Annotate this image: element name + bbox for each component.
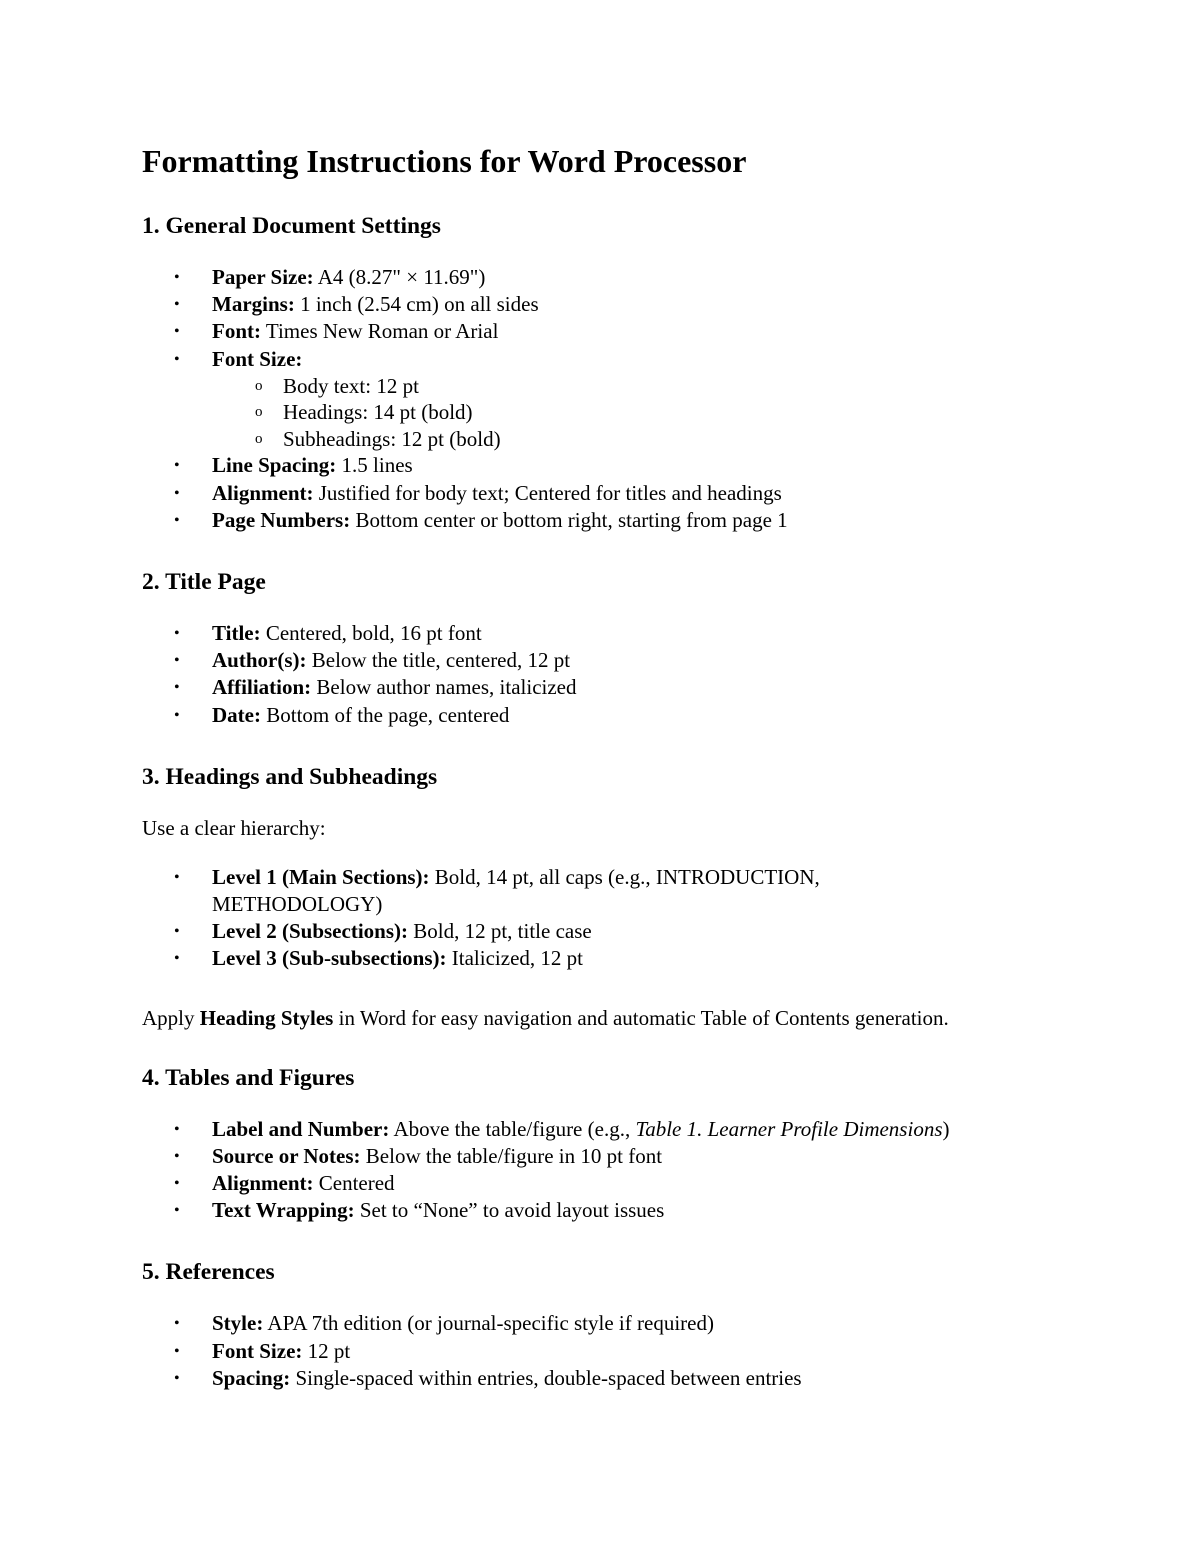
section-title-page bbox=[142, 566, 1072, 729]
item-text: A4 (8.27" × 11.69") bbox=[313, 265, 486, 289]
bullet-icon: • bbox=[174, 1174, 180, 1192]
circle-bullet-icon: o bbox=[255, 404, 263, 421]
item-text: APA 7th edition (or journal-specific style if required) bbox=[263, 1311, 714, 1336]
apply-text-bold: Heading Styles bbox=[199, 1005, 334, 1030]
item-label: Page Numbers: bbox=[212, 507, 351, 532]
item-label: Date: bbox=[212, 702, 261, 727]
item-text: 12 pt bbox=[302, 1338, 351, 1363]
apply-styles-note bbox=[142, 1005, 1072, 1032]
list-item bbox=[142, 674, 1072, 701]
circle-bullet-icon: o bbox=[255, 377, 263, 394]
list-item bbox=[142, 620, 1072, 647]
list-item bbox=[142, 507, 1072, 534]
item-label: Style: bbox=[212, 1311, 264, 1336]
bullet-icon: • bbox=[174, 679, 180, 697]
item-label: Text Wrapping: bbox=[212, 1198, 355, 1223]
list-item bbox=[142, 264, 1072, 291]
section-heading: 4. Tables and Figures bbox=[142, 1064, 355, 1091]
list-item bbox=[142, 1338, 1072, 1365]
references-list bbox=[142, 1310, 1072, 1392]
heading-levels-list bbox=[142, 864, 1072, 973]
list-item bbox=[142, 864, 1072, 918]
item-text: Single-spaced within entries, double-spaced between entries bbox=[290, 1365, 802, 1390]
section-references bbox=[142, 1256, 1072, 1392]
bullet-icon: • bbox=[174, 1147, 180, 1165]
bullet-icon: • bbox=[174, 350, 180, 368]
list-item bbox=[142, 918, 1072, 945]
item-text: Set to “None” to avoid layout issues bbox=[354, 1198, 665, 1223]
item-text: Bold, 14 pt, all caps (e.g., INTRODUCTION, METHODOLOGY) bbox=[212, 864, 820, 916]
settings-list bbox=[142, 264, 1072, 534]
bullet-icon: • bbox=[174, 1120, 180, 1138]
bullet-icon: • bbox=[174, 1342, 180, 1360]
item-label: Spacing: bbox=[212, 1365, 291, 1390]
sub-list-item bbox=[212, 373, 1072, 400]
item-text: Bottom center or bottom right, starting from page 1 bbox=[350, 507, 788, 532]
bullet-icon: • bbox=[174, 923, 180, 941]
item-label: Affiliation: bbox=[212, 675, 312, 700]
bullet-icon: • bbox=[174, 269, 180, 286]
item-text: 1.5 lines bbox=[336, 453, 413, 478]
bullet-icon: • bbox=[174, 706, 180, 724]
bullet-icon: • bbox=[174, 1315, 180, 1333]
bullet-icon: • bbox=[174, 868, 180, 886]
circle-bullet-icon: o bbox=[255, 430, 263, 447]
section-intro: Use a clear hierarchy: bbox=[142, 815, 326, 840]
document-title: Formatting Instructions for Word Processor bbox=[142, 143, 747, 179]
list-item bbox=[142, 291, 1072, 318]
item-text: 1 inch (2.54 cm) on all sides bbox=[294, 292, 539, 317]
list-item bbox=[142, 1310, 1072, 1337]
item-text: Centered bbox=[313, 1170, 395, 1195]
list-item bbox=[142, 318, 1072, 345]
font-size-sublist bbox=[212, 373, 1072, 453]
item-label: Title: bbox=[212, 620, 261, 645]
section-heading: 2. Title Page bbox=[142, 568, 266, 595]
section-tables-figures bbox=[142, 1062, 1072, 1225]
apply-text-pre: Apply bbox=[142, 1005, 200, 1030]
item-label: Margins: bbox=[212, 292, 295, 317]
item-text: Centered, bold, 16 pt font bbox=[260, 620, 482, 645]
section-general-settings bbox=[142, 210, 1072, 534]
section-headings bbox=[142, 761, 1072, 1032]
item-label: Author(s): bbox=[212, 648, 307, 673]
bullet-icon: • bbox=[174, 484, 180, 502]
bullet-icon: • bbox=[174, 323, 180, 341]
sub-item-text: Subheadings: 12 pt (bold) bbox=[283, 426, 501, 451]
item-label: Font Size: bbox=[212, 1338, 303, 1363]
item-label: Level 3 (Sub-subsections): bbox=[212, 946, 447, 971]
item-label: Alignment: bbox=[212, 1170, 314, 1195]
item-text: Times New Roman or Arial bbox=[261, 319, 499, 344]
list-item bbox=[142, 1365, 1072, 1392]
bullet-icon: • bbox=[174, 624, 180, 642]
item-label: Level 1 (Main Sections): bbox=[212, 864, 430, 889]
item-label: Alignment: bbox=[212, 480, 314, 505]
list-item bbox=[142, 1143, 1072, 1170]
list-item bbox=[142, 480, 1072, 507]
item-label: Paper Size: bbox=[212, 265, 314, 289]
sub-list-item bbox=[212, 426, 1072, 453]
list-item bbox=[142, 945, 1072, 972]
sub-item-text: Body text: 12 pt bbox=[283, 373, 419, 398]
document-page bbox=[142, 138, 1072, 1424]
item-text: Bottom of the page, centered bbox=[260, 702, 510, 727]
section-heading: 5. References bbox=[142, 1259, 275, 1286]
bullet-icon: • bbox=[174, 511, 180, 529]
bullet-icon: • bbox=[174, 296, 180, 314]
item-label: Line Spacing: bbox=[212, 453, 337, 478]
list-item bbox=[142, 702, 1072, 729]
title-page-list bbox=[142, 620, 1072, 729]
item-label: Label and Number: bbox=[212, 1116, 390, 1141]
item-label: Font: bbox=[212, 319, 261, 344]
item-text: Justified for body text; Centered for titles and headings bbox=[313, 480, 782, 505]
section-heading: 1. General Document Settings bbox=[142, 213, 441, 239]
list-item bbox=[142, 1116, 1072, 1143]
sub-item-text: Headings: 14 pt (bold) bbox=[283, 400, 473, 425]
tables-figures-list bbox=[142, 1116, 1072, 1225]
list-item bbox=[142, 1197, 1072, 1224]
item-label: Font Size: bbox=[212, 346, 303, 371]
item-text: Bold, 12 pt, title case bbox=[408, 919, 592, 944]
item-text: Below the title, centered, 12 pt bbox=[306, 648, 571, 673]
list-item bbox=[142, 647, 1072, 674]
item-text: Below the table/figure in 10 pt font bbox=[360, 1143, 663, 1168]
bullet-icon: • bbox=[174, 652, 180, 670]
item-text: Below author names, italicized bbox=[311, 675, 577, 700]
list-item bbox=[142, 452, 1072, 479]
apply-text-post: in Word for easy navigation and automatic Table of Contents generation. bbox=[333, 1005, 949, 1030]
item-text: Italicized, 12 pt bbox=[446, 946, 583, 971]
bullet-icon: • bbox=[174, 1202, 180, 1220]
list-item bbox=[142, 346, 1072, 453]
bullet-icon: • bbox=[174, 1369, 180, 1387]
item-italic-example: Table 1. Learner Profile Dimensions bbox=[635, 1116, 943, 1141]
item-text-after: ) bbox=[942, 1116, 950, 1141]
section-heading: 3. Headings and Subheadings bbox=[142, 763, 438, 790]
bullet-icon: • bbox=[174, 457, 180, 475]
list-item bbox=[142, 1170, 1072, 1197]
item-label: Source or Notes: bbox=[212, 1143, 361, 1168]
item-text: Above the table/figure (e.g., bbox=[389, 1116, 636, 1141]
sub-list-item bbox=[212, 399, 1072, 426]
item-label: Level 2 (Subsections): bbox=[212, 919, 408, 944]
bullet-icon: • bbox=[174, 950, 180, 968]
